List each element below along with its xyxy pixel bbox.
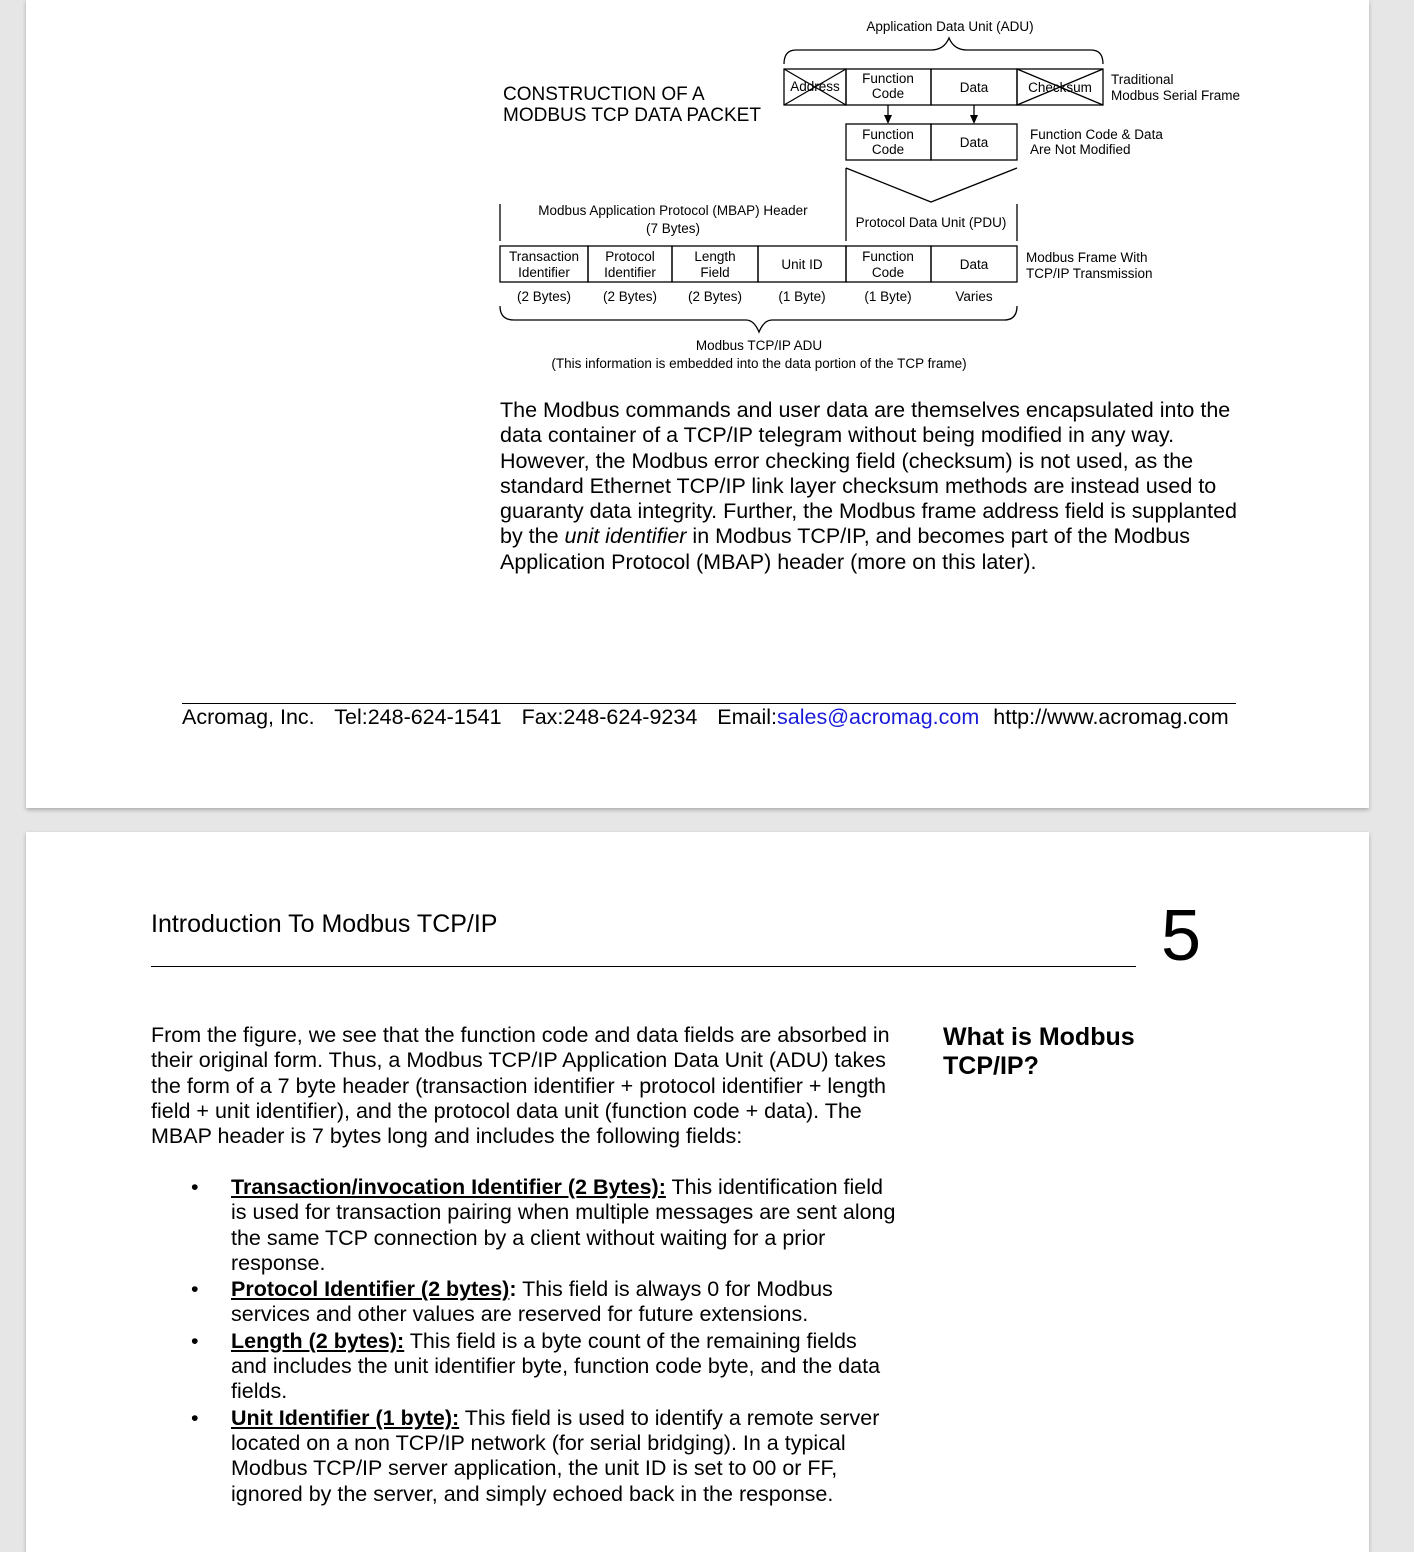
checksum-cell: Checksum bbox=[1028, 80, 1092, 95]
list-item bbox=[191, 1175, 896, 1276]
tcp-adu-label: Modbus TCP/IP ADU (This information is embedded into the data portion of the TCP frame) bbox=[551, 338, 967, 371]
serial-frame-note: Traditional Modbus Serial Frame bbox=[1111, 72, 1241, 103]
tcp-field-name: Data bbox=[959, 257, 989, 272]
address-cell: Address bbox=[790, 79, 840, 94]
footer-url[interactable]: http://www.acromag.com bbox=[993, 705, 1229, 729]
footer bbox=[182, 705, 1242, 730]
bullet-icon: • bbox=[191, 1328, 199, 1353]
encapsulation-paragraph: The Modbus commands and user data are themselves encapsulated into the data container of a TCP/IP telegram without being modified in any way. However, the Modbus error checking field (checksum) is not used, as the standard Ethernet TCP/IP link layer checksum methods are instead used to guaranty data integrity. Further, the Modbus frame address field is supplanted by the unit identifier in Modbus TCP/IP, and becomes part of the Modbus Application Protocol (MBAP) header (more on this later). bbox=[500, 398, 1237, 574]
chapter-title: Introduction To Modbus TCP/IP bbox=[151, 910, 498, 938]
field-term: Unit Identifier (1 byte): bbox=[231, 1405, 460, 1430]
modbus-tcp-packet-diagram bbox=[26, 0, 1369, 390]
pdu-function-code-cell: Function Code bbox=[862, 127, 914, 157]
unit-identifier-emphasis: unit identifier bbox=[564, 524, 687, 549]
side-heading: What is Modbus TCP/IP? bbox=[943, 1023, 1135, 1080]
list-item bbox=[191, 1277, 896, 1328]
document-page-2 bbox=[26, 832, 1369, 1552]
field-description: This field is used to identify a remote server located on a non TCP/IP network (for serial bridging). In a typical Modbus TCP/IP server application, the unit ID is set to 00 or FF, ignored by the server, and simply echoed back in the response. bbox=[231, 1405, 880, 1506]
field-description: This field is always 0 for Modbus services and other values are reserved for future extensions. bbox=[231, 1277, 833, 1327]
list-item bbox=[191, 1329, 896, 1405]
tcp-frame-note: Modbus Frame With TCP/IP Transmission bbox=[1026, 250, 1153, 281]
document-page-1 bbox=[26, 0, 1369, 808]
footer-rule bbox=[182, 703, 1236, 704]
tcp-field-name: Length Field bbox=[694, 249, 736, 280]
footer-email-label: Email: bbox=[717, 705, 778, 729]
tcp-field-size: Varies bbox=[955, 289, 993, 304]
pdu-label: Protocol Data Unit (PDU) bbox=[855, 215, 1007, 230]
serial-data-cell: Data bbox=[959, 80, 989, 95]
intro-paragraph: From the figure, we see that the function code and data fields are absorbed in their original form. Thus, a Modbus TCP/IP Application Data Unit (ADU) takes the form of a 7 byte header (transaction identifier + protocol identifier + length field + unit identifier), and the protocol data unit (function code + data). The MBAP header is 7 bytes long and includes the following fields: bbox=[151, 1023, 890, 1149]
pdu-data-cell: Data bbox=[959, 135, 989, 150]
header-rule bbox=[151, 966, 1136, 967]
tcp-field-name: Unit ID bbox=[781, 257, 823, 272]
footer-tel: Tel:248-624-1541 bbox=[334, 705, 502, 729]
tcp-field-size: (2 Bytes) bbox=[687, 289, 743, 304]
tcp-field-size: (2 Bytes) bbox=[516, 289, 572, 304]
bullet-icon: • bbox=[191, 1175, 199, 1199]
tcp-field-name: Function Code bbox=[862, 249, 914, 280]
bullet-icon: • bbox=[191, 1277, 199, 1302]
serial-function-code-cell: Function Code bbox=[862, 71, 914, 101]
list-item bbox=[191, 1406, 896, 1507]
tcp-field-size: (1 Byte) bbox=[778, 289, 826, 304]
footer-company: Acromag, Inc. bbox=[182, 705, 315, 729]
tcp-field-name: Protocol Identifier bbox=[604, 249, 656, 280]
pdu-note: Function Code & Data Are Not Modified bbox=[1030, 127, 1163, 157]
field-term: Transaction/invocation Identifier (2 Bytes): bbox=[231, 1175, 666, 1199]
diagram-title: CONSTRUCTION OF A MODBUS TCP DATA PACKET bbox=[503, 84, 761, 126]
field-term-colon: : bbox=[509, 1277, 517, 1302]
field-description: This identification field is used for transaction pairing when multiple messages are sent along the same TCP connection by a client without waiting for a prior response. bbox=[231, 1175, 896, 1275]
footer-fax: Fax:248-624-9234 bbox=[521, 705, 698, 729]
field-term: Length (2 bytes): bbox=[231, 1328, 405, 1353]
mbap-field-list bbox=[191, 1175, 896, 1508]
field-description: This field is a byte count of the remaining fields and includes the unit identifier byte, function code byte, and the data fields. bbox=[231, 1328, 881, 1404]
tcp-field-size: (1 Byte) bbox=[864, 289, 912, 304]
tcp-field-name: Transaction Identifier bbox=[508, 249, 580, 280]
mbap-header-label: Modbus Application Protocol (MBAP) Header (7 Bytes) bbox=[538, 203, 808, 236]
bullet-icon: • bbox=[191, 1405, 199, 1430]
tcp-field-size: (2 Bytes) bbox=[602, 289, 658, 304]
field-term: Protocol Identifier (2 bytes) bbox=[231, 1277, 510, 1302]
page-number: 5 bbox=[1161, 896, 1202, 976]
adu-label: Application Data Unit (ADU) bbox=[866, 19, 1034, 34]
footer-email-link[interactable]: sales@acromag.com bbox=[777, 705, 980, 729]
